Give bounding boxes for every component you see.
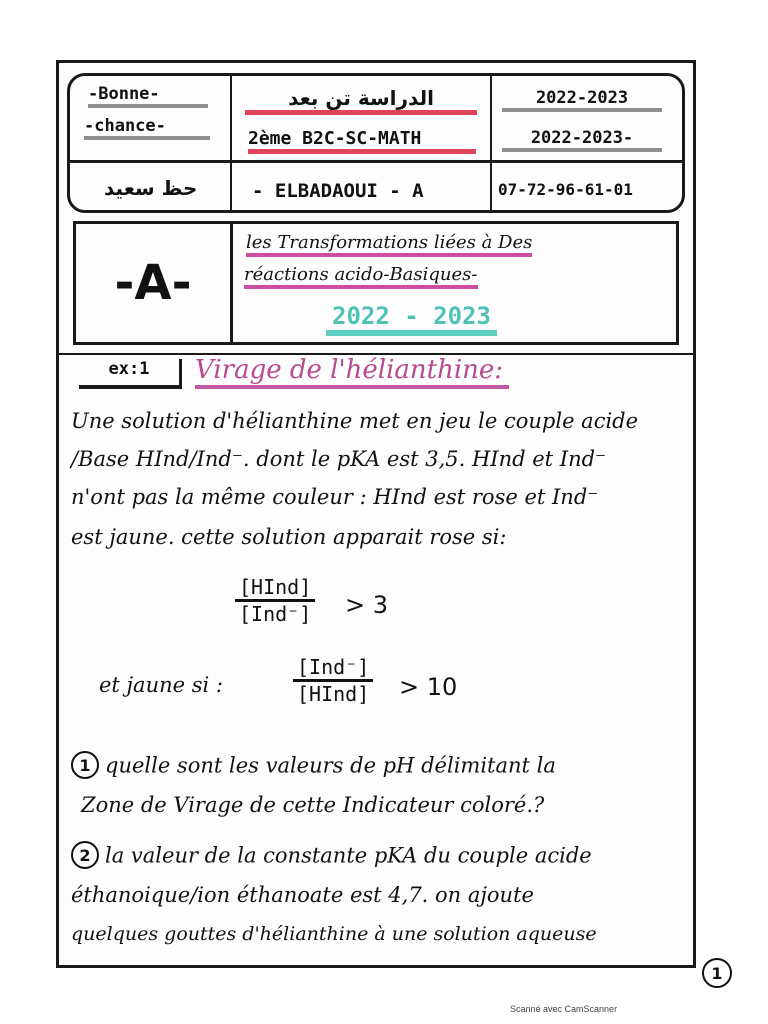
question-1-line1: [71, 751, 556, 779]
question-2-line3: quelques gouttes d'hélianthine à une solution aqueuse: [71, 923, 597, 945]
question-number: 2: [71, 841, 99, 869]
exercise-label: ex:1: [79, 359, 182, 389]
header-row-divider: [70, 160, 682, 163]
fraction-numerator: [HInd]: [235, 575, 315, 602]
header-divider: [230, 76, 232, 210]
ratio-ind-over-hind: [293, 655, 373, 706]
text-line: Une solution d'hélianthine met en jeu le couple acide: [71, 409, 639, 433]
page-number: 1: [702, 958, 732, 988]
school-year-2: 2022-2023-: [502, 128, 662, 152]
fraction-numerator: [Ind⁻]: [293, 655, 373, 682]
teacher-name: - ELBADAOUI - A: [252, 180, 424, 202]
ratio-comparison: > 3: [345, 591, 389, 619]
good-luck-line1: -Bonne-: [88, 84, 208, 108]
text-line: est jaune. cette solution apparait rose si:: [71, 525, 507, 549]
good-luck-line2: -chance-: [84, 116, 210, 140]
text-line: et jaune si :: [99, 673, 223, 697]
good-luck-arabic: حظ سعيد: [104, 176, 198, 200]
phone-number: 07-72-96-61-01: [498, 180, 633, 199]
exercise-title: Virage de l'hélianthine:: [195, 355, 509, 389]
fraction-denominator: [Ind⁻]: [239, 602, 312, 626]
chapter-year: 2022 - 2023: [326, 302, 497, 336]
question-1-line2: Zone de Virage de cette Indicateur coloré.?: [81, 793, 545, 817]
exercise-header: [59, 353, 693, 391]
question-2-line1: [71, 841, 592, 869]
chapter-title-line2: réactions acido-Basiques-: [244, 264, 478, 289]
question-text: quelle sont les valeurs de pH délimitant la: [105, 753, 556, 778]
header-box: [67, 73, 685, 213]
text-line: n'ont pas la même couleur : HInd est rose et Ind⁻: [71, 485, 599, 509]
title-box: [73, 221, 679, 345]
arabic-motto: الدراسة تن بعد: [245, 86, 477, 115]
worksheet-page: [56, 60, 696, 968]
fraction-denominator: [HInd]: [297, 682, 370, 706]
question-number: 1: [71, 751, 99, 779]
ratio-comparison: > 10: [399, 673, 458, 701]
chapter-letter: -A-: [76, 224, 233, 342]
text-line: /Base HInd/Ind⁻. dont le pKA est 3,5. HInd et Ind⁻: [71, 447, 607, 471]
school-year-1: 2022-2023: [502, 88, 662, 112]
question-2-line2: éthanoique/ion éthanoate est 4,7. on ajoute: [71, 883, 534, 907]
class-level: 2ème B2C-SC-MATH: [248, 128, 476, 154]
chapter-title-line1: les Transformations liées à Des: [246, 232, 532, 257]
question-text: la valeur de la constante pKA du couple acide: [105, 843, 592, 868]
scanner-watermark: Scanné avec CamScanner: [510, 1004, 618, 1014]
ratio-hind-over-ind: [235, 575, 315, 626]
header-divider: [490, 76, 492, 210]
